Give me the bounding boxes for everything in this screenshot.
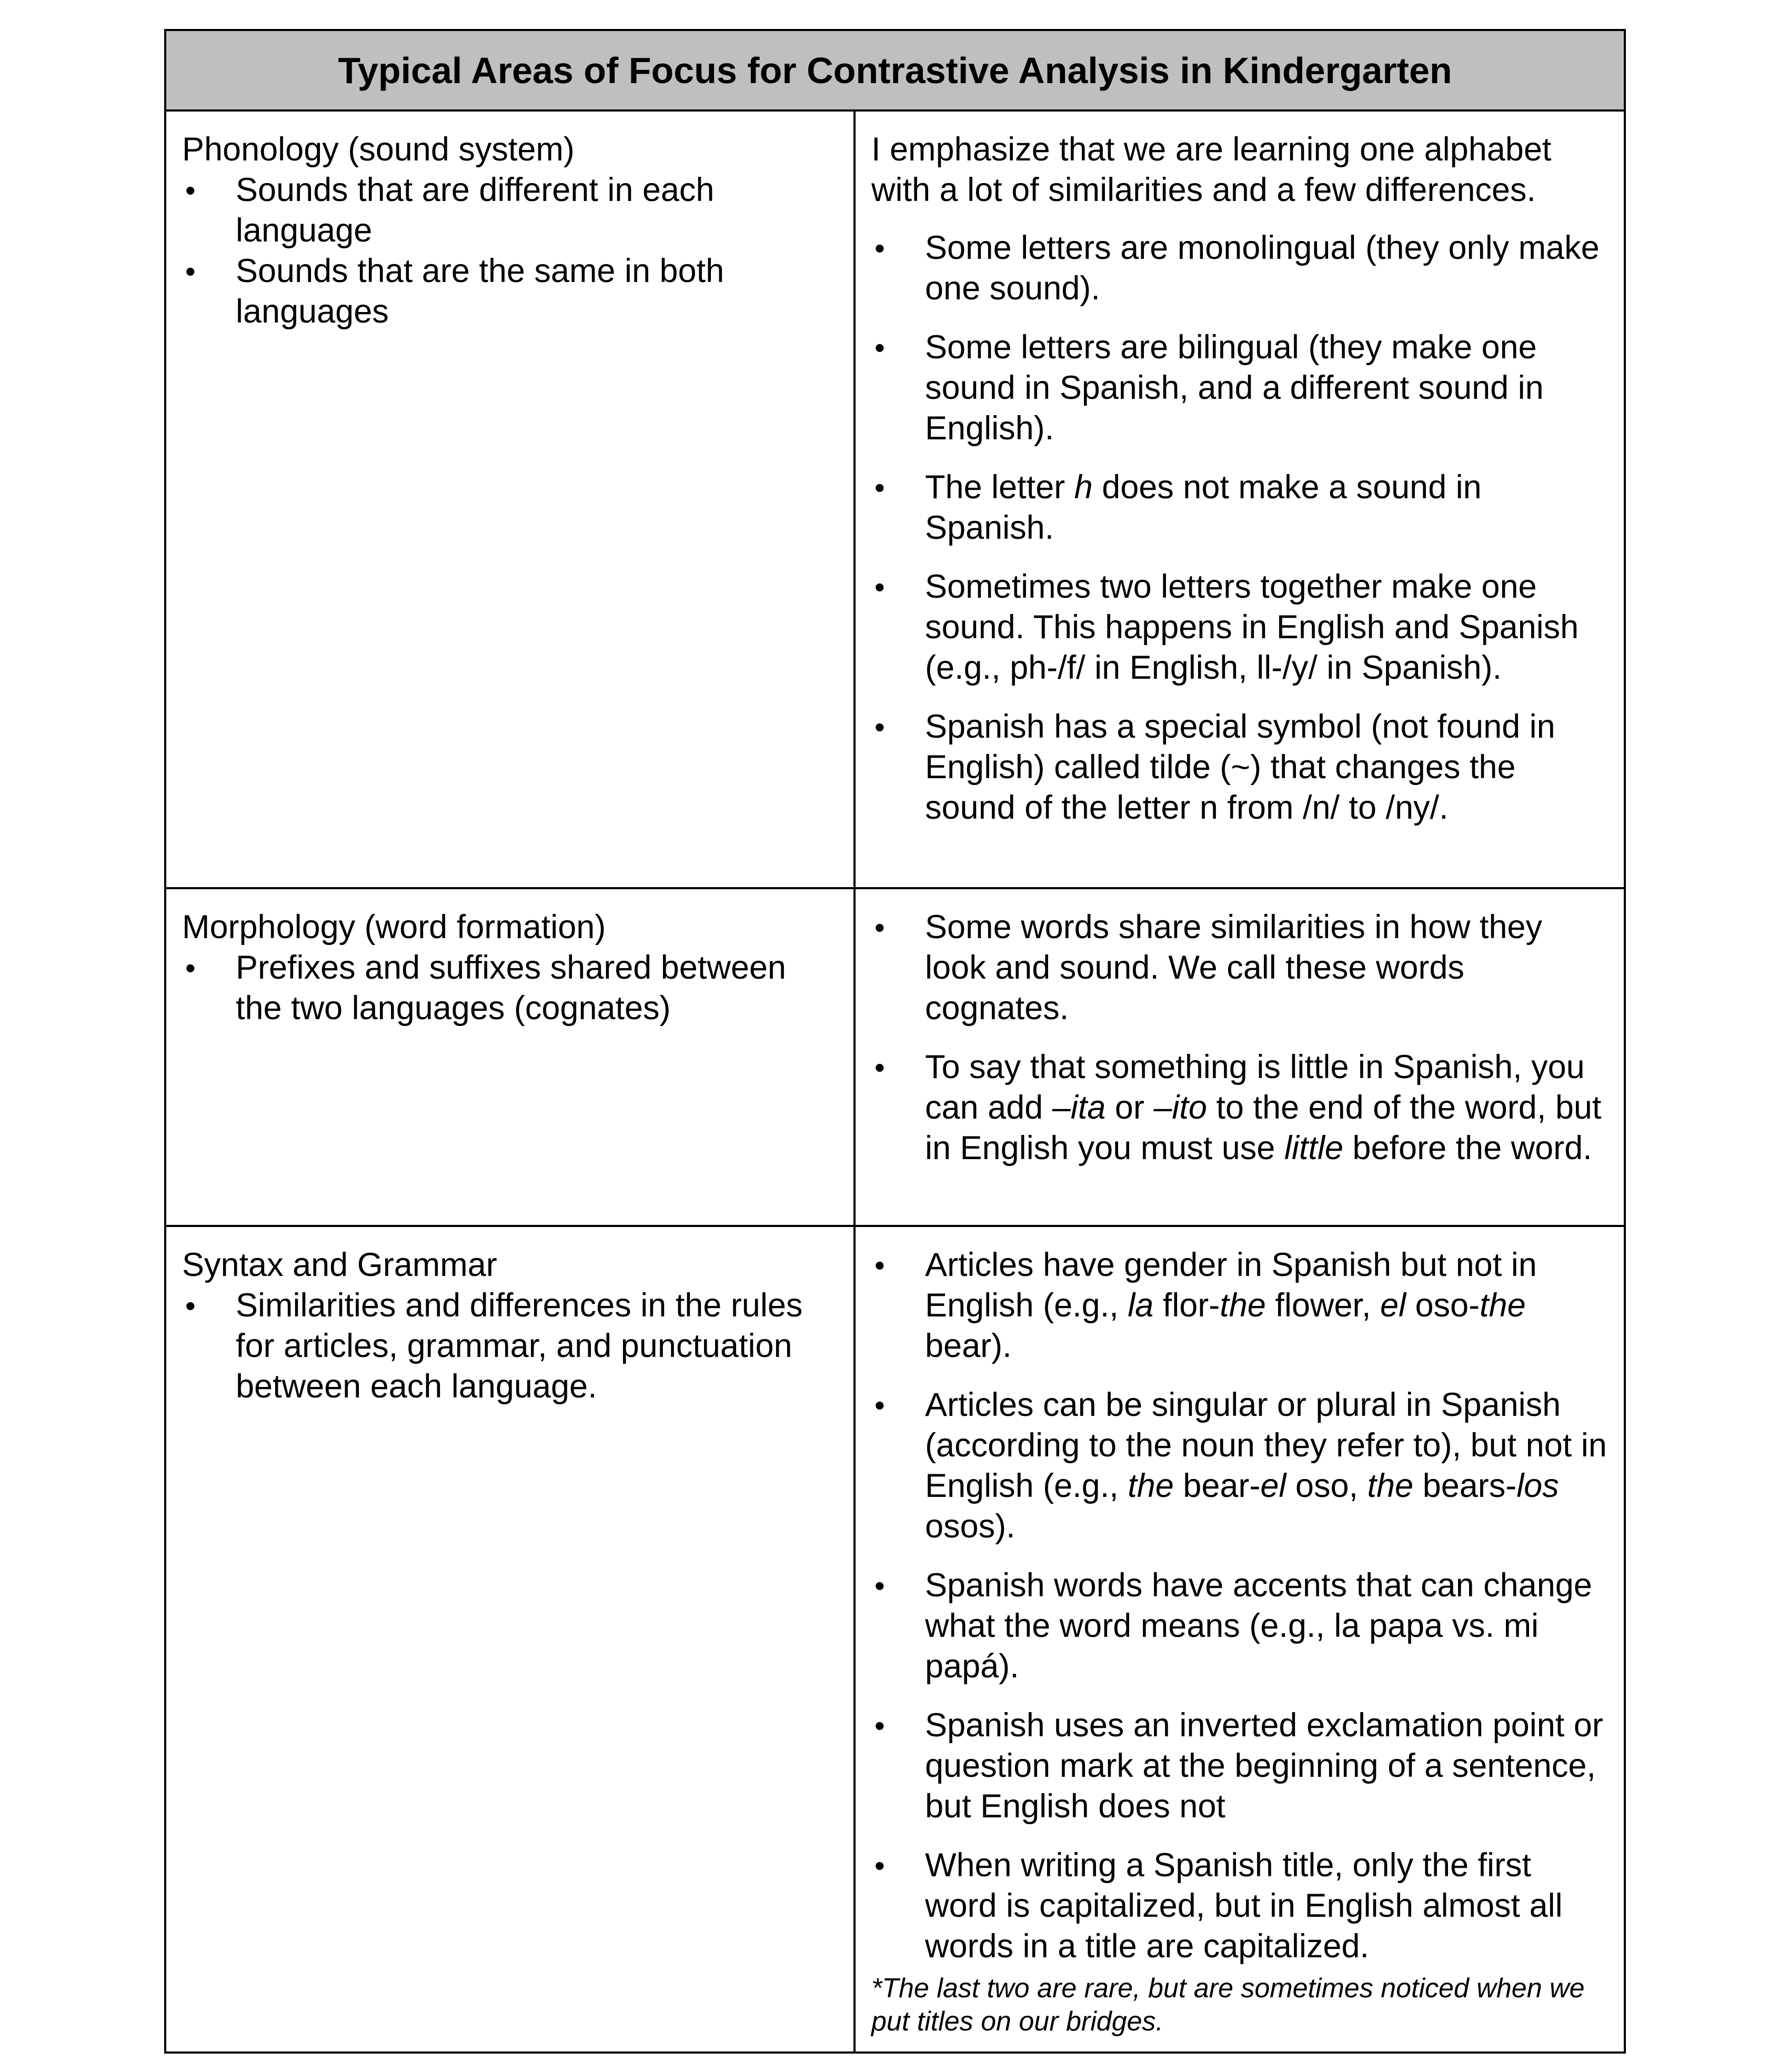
right-cell-syntax: [856, 1227, 1624, 2054]
list-item: • Some words share similarities in how they look and sound. We call these words cognates.: [871, 907, 1608, 1029]
table-title-bar: [166, 31, 1624, 112]
phonology-intro: I emphasize that we are learning one alphabet with a lot of similarities and a few differences.: [871, 131, 1552, 208]
list-item: • Sounds that are different in each language: [182, 170, 838, 251]
bullet-icon: •: [185, 951, 196, 984]
right-cell-phonology: [856, 112, 1624, 887]
bullet-icon: •: [185, 255, 196, 288]
list-item: • Articles have gender in Spanish but not in English (e.g., la flor-the flower, el oso-the bear).: [871, 1245, 1608, 1366]
list-item: • Spanish has a special symbol (not found in English) called tilde (~) that changes the sound of the letter n from /n/ to /ny/.: [871, 707, 1608, 828]
right-list-morphology: [871, 907, 1608, 1169]
bullet-icon: •: [875, 471, 885, 504]
footnote: *The last two are rare, but are sometimes noticed when we put titles on our bridges.: [871, 1973, 1585, 2037]
list-item: • Spanish uses an inverted exclamation point or question mark at the beginning of a sentence, but English does not: [871, 1705, 1608, 1827]
focus-table: [164, 29, 1626, 2054]
left-cell-morphology: [166, 889, 856, 1225]
bullet-icon: •: [875, 1249, 885, 1282]
list-item: • Prefixes and suffixes shared between the two languages (cognates): [182, 948, 838, 1029]
bullet-icon: •: [875, 331, 885, 364]
list-item: • Sounds that are the same in both languages: [182, 251, 838, 332]
bullet-icon: •: [875, 1709, 885, 1742]
bullet-icon: •: [875, 1389, 885, 1422]
bullet-icon: •: [875, 232, 885, 265]
table-title: Typical Areas of Focus for Contrastive Analysis in Kindergarten: [338, 49, 1452, 91]
bullet-icon: •: [875, 1849, 885, 1882]
row-heading-syntax: Syntax and Grammar: [182, 1246, 497, 1283]
list-item: • When writing a Spanish title, only the first word is capitalized, but in English almost all words in a title are capitalized.: [871, 1845, 1608, 1967]
table-row-morphology: [166, 889, 1624, 1227]
list-item: • To say that something is little in Spanish, you can add –ita or –ito to the end of the word, but in English you must use little before the word.: [871, 1047, 1608, 1169]
left-cell-syntax: [166, 1227, 856, 2054]
left-list-syntax: [182, 1285, 838, 1407]
right-list-phonology: [871, 228, 1608, 828]
bullet-icon: •: [185, 174, 196, 207]
list-item: • Articles can be singular or plural in Spanish (according to the noun they refer to), but not in English (e.g., the bear-el oso, the bears-los osos).: [871, 1385, 1608, 1547]
list-item: • Sometimes two letters together make one sound. This happens in English and Spanish (e.g., ph-/f/ in English, ll-/y/ in Spanish).: [871, 567, 1608, 688]
list-item: • Similarities and differences in the rules for articles, grammar, and punctuation between each language.: [182, 1285, 838, 1407]
table-row-phonology: [166, 112, 1624, 889]
right-cell-morphology: [856, 889, 1624, 1225]
row-heading-morphology: Morphology (word formation): [182, 909, 606, 946]
bullet-icon: •: [875, 1569, 885, 1602]
bullet-icon: •: [875, 710, 885, 743]
list-item: • Some letters are bilingual (they make one sound in Spanish, and a different sound in English).: [871, 327, 1608, 449]
left-cell-phonology: [166, 112, 856, 887]
bullet-icon: •: [185, 1289, 196, 1322]
list-item: • Some letters are monolingual (they only make one sound).: [871, 228, 1608, 309]
right-list-syntax: [871, 1245, 1608, 1967]
list-item: • Spanish words have accents that can change what the word means (e.g., la papa vs. mi papá).: [871, 1565, 1608, 1687]
row-heading-phonology: Phonology (sound system): [182, 131, 575, 168]
list-item: • The letter h does not make a sound in Spanish.: [871, 467, 1608, 548]
bullet-icon: •: [875, 911, 885, 944]
left-list-phonology: [182, 170, 838, 332]
left-list-morphology: [182, 948, 838, 1029]
bullet-icon: •: [875, 1051, 885, 1084]
bullet-icon: •: [875, 570, 885, 604]
table-row-syntax: [166, 1227, 1624, 2054]
